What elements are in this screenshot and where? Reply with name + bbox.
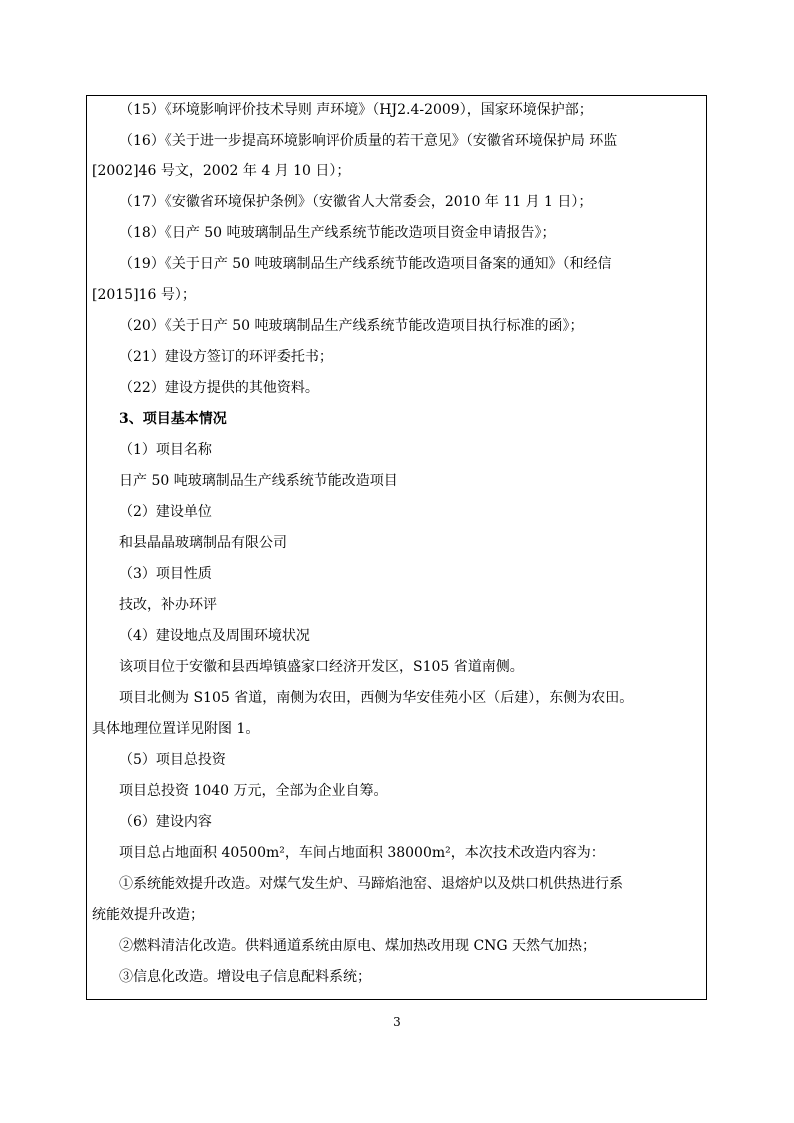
- subheading-construction-content: （6）建设内容: [119, 814, 212, 830]
- subheading-project-name: （1）项目名称: [119, 442, 212, 458]
- reference-item-16-continued: [2002]46 号文，2002 年 4 月 10 日）；: [92, 163, 351, 179]
- subheading-location: （4）建设地点及周围环境状况: [119, 628, 310, 644]
- reference-item-16: （16）《关于进一步提高环境影响评价质量的若干意见》（安徽省环境保护局 环监: [119, 133, 618, 149]
- reference-item-18: （18）《日产 50 吨玻璃制品生产线系统节能改造项目资金申请报告》；: [119, 225, 556, 241]
- subheading-construction-unit: （2）建设单位: [119, 504, 212, 520]
- section-heading-project-basics: 3、项目基本情况: [119, 411, 227, 427]
- surroundings-paragraph: 项目北侧为 S105 省道，南侧为农田，西侧为华安佳苑小区（后建），东侧为农田。: [119, 690, 634, 706]
- page-number: 3: [393, 1015, 401, 1029]
- surroundings-paragraph-continued: 具体地理位置详见附图 1。: [92, 721, 260, 737]
- upgrade-item-3: ③信息化改造。增设电子信息配料系统；: [119, 969, 371, 985]
- project-nature-value: 技改，补办环评: [119, 597, 217, 613]
- location-paragraph: 该项目位于安徽和县西埠镇盛家口经济开发区，S105 省道南侧。: [119, 659, 524, 675]
- construction-unit-value: 和县晶晶玻璃制品有限公司: [119, 535, 287, 551]
- reference-item-17: （17）《安徽省环境保护条例》（安徽省人大常委会，2010 年 11 月 1 日）；: [119, 194, 593, 210]
- reference-item-19-continued: [2015]16 号）；: [92, 287, 196, 303]
- upgrade-item-2: ②燃料清洁化改造。供料通道系统由原电、煤加热改用现 CNG 天然气加热；: [119, 938, 597, 954]
- subheading-total-investment: （5）项目总投资: [119, 752, 226, 768]
- reference-item-21: （21）建设方签订的环评委托书；: [119, 349, 333, 365]
- reference-item-19: （19）《关于日产 50 吨玻璃制品生产线系统节能改造项目备案的通知》（和经信: [119, 256, 612, 272]
- upgrade-item-1: ①系统能效提升改造。对煤气发生炉、马蹄焰池窑、退熔炉以及烘口机供热进行系: [119, 876, 623, 892]
- reference-item-20: （20）《关于日产 50 吨玻璃制品生产线系统节能改造项目执行标准的函》；: [119, 318, 584, 334]
- project-name-value: 日产 50 吨玻璃制品生产线系统节能改造项目: [119, 473, 398, 489]
- subheading-project-nature: （3）项目性质: [119, 566, 212, 582]
- upgrade-item-1-continued: 统能效提升改造；: [92, 907, 204, 923]
- reference-item-15: （15）《环境影响评价技术导则 声环境》（HJ2.4-2009），国家环境保护部；: [119, 102, 593, 118]
- total-investment-value: 项目总投资 1040 万元，全部为企业自筹。: [119, 783, 388, 799]
- reference-item-22: （22）建设方提供的其他资料。: [119, 380, 319, 396]
- construction-content-paragraph: 项目总占地面积 40500m²，车间占地面积 38000m²，本次技术改造内容为：: [119, 845, 605, 861]
